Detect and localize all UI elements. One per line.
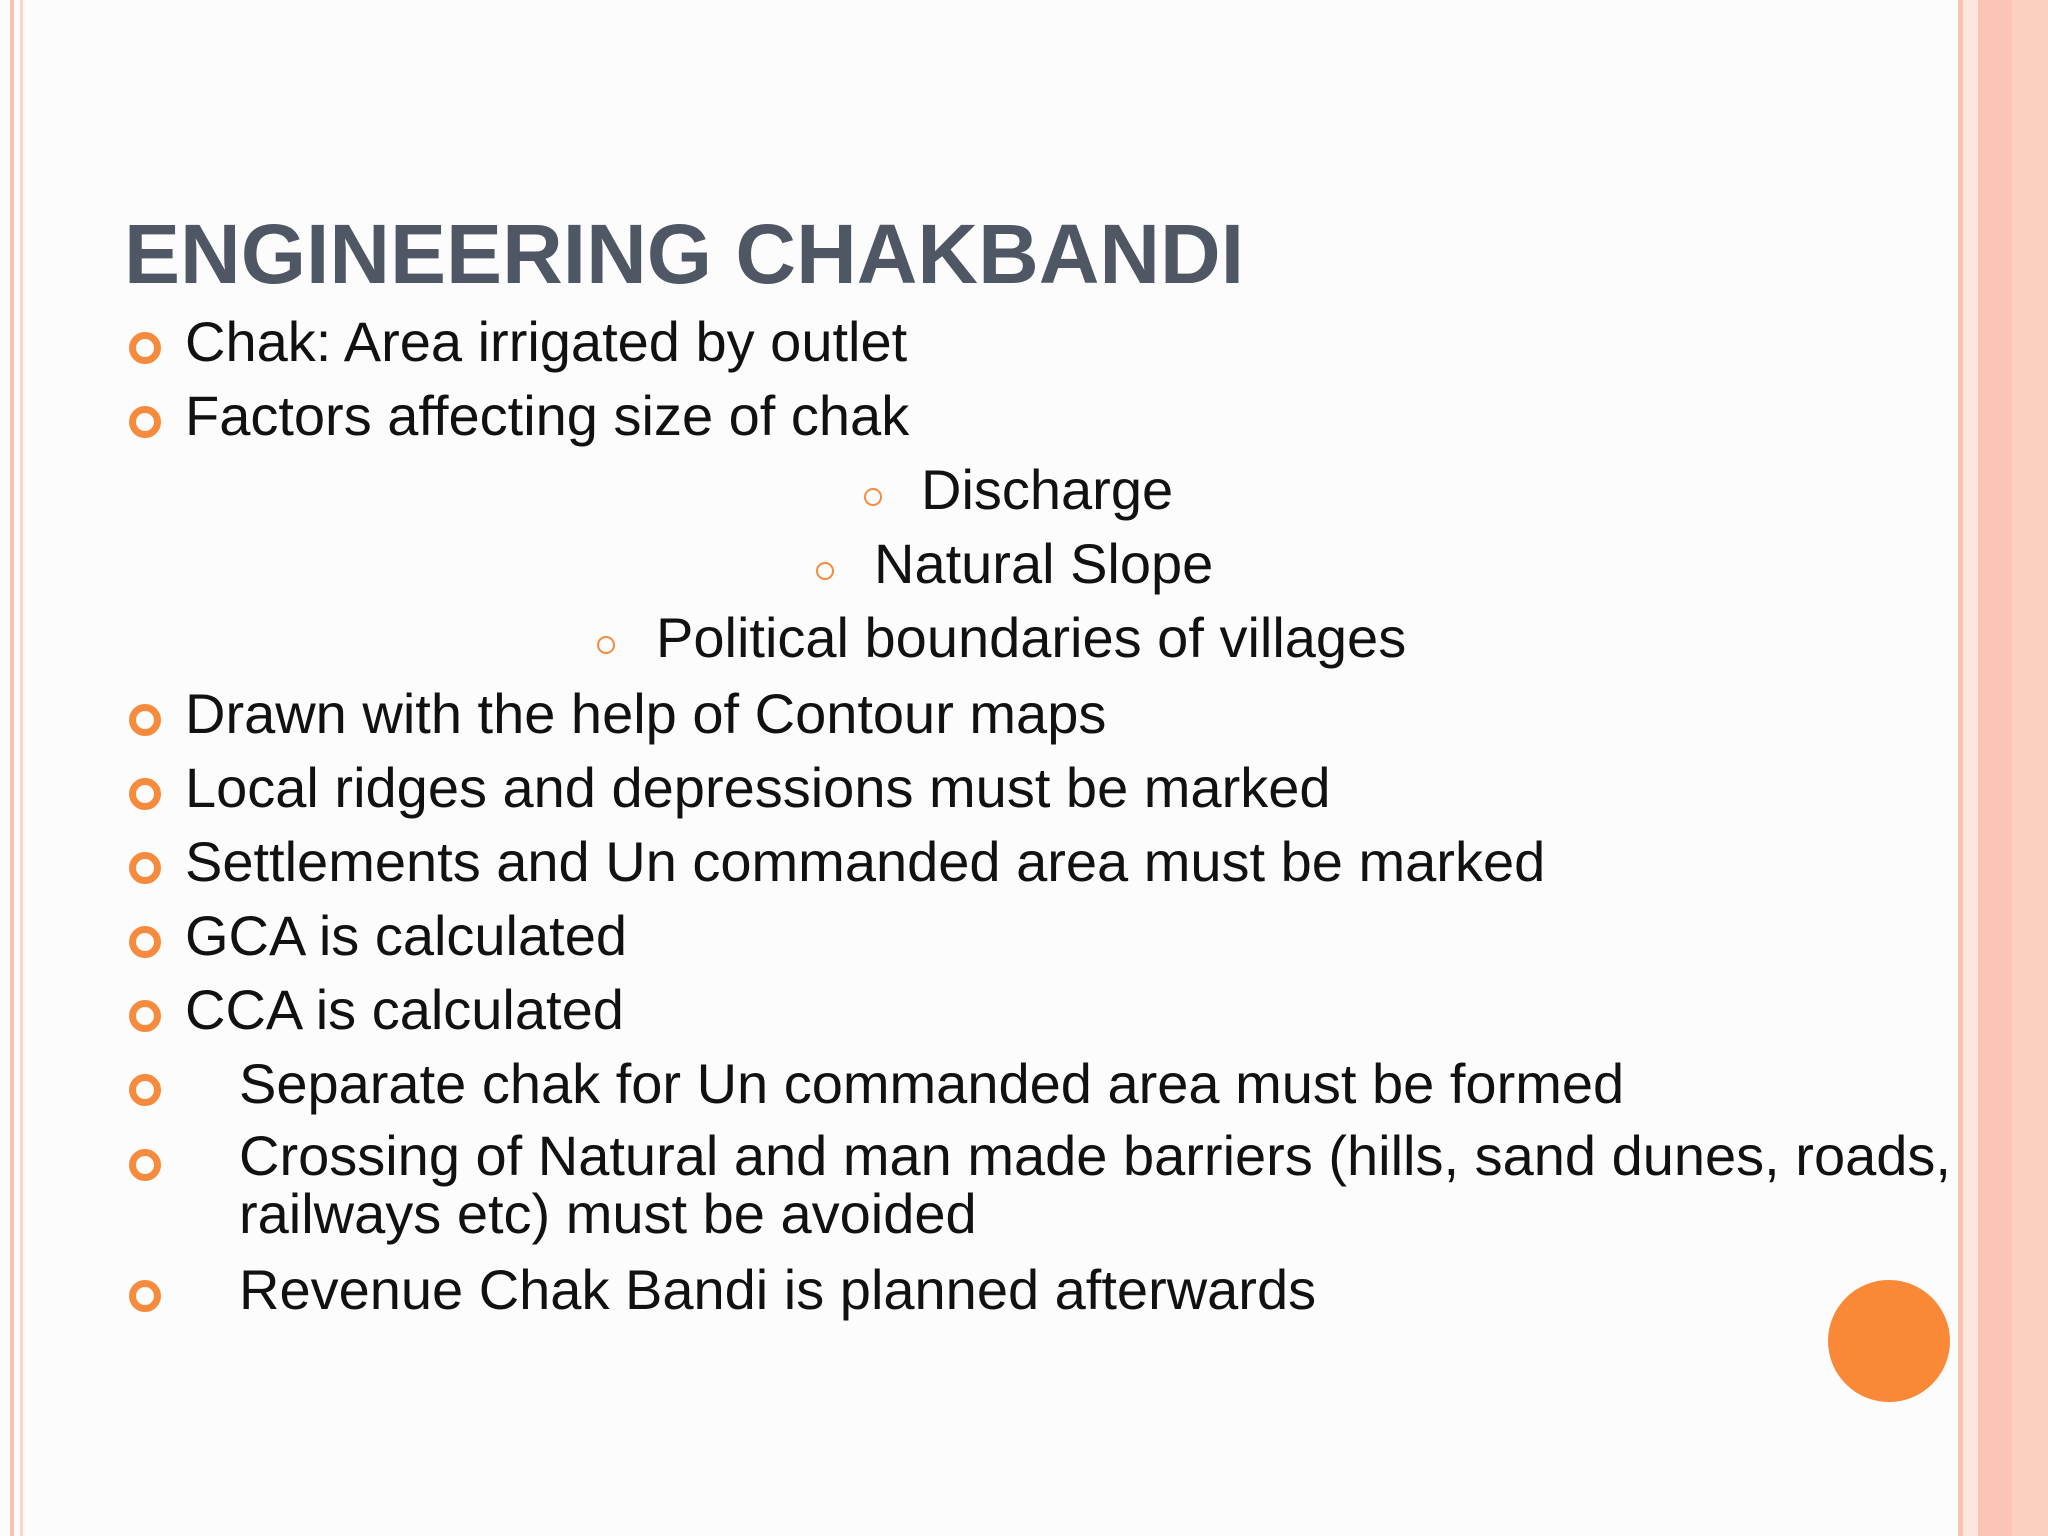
orange-circle <box>1828 1280 1950 1402</box>
slide-title: ENGINEERING CHAKBANDI <box>124 207 1245 301</box>
right-border-stripe-edge <box>2012 0 2048 1536</box>
bullet-text: GCA is calculated <box>185 904 627 967</box>
bullet-text: Separate chak for Un commanded area must be formed <box>239 1052 1625 1115</box>
list-item <box>0 310 1960 380</box>
ring-bullet-icon <box>129 778 161 810</box>
list-item <box>0 978 1960 1048</box>
ring-bullet-icon <box>129 332 161 364</box>
bullet-text: Crossing of Natural and man made barriers (hills, sand dunes, roads, railways etc) must be avoided <box>239 1124 1951 1245</box>
list-item <box>0 1052 1960 1122</box>
right-border-stripe-wide <box>1978 0 2012 1536</box>
sub-bullet-text: Discharge <box>921 458 1174 521</box>
sub-bullet-text: Natural Slope <box>874 532 1214 595</box>
list-item <box>0 1124 1960 1257</box>
list-item <box>0 904 1960 974</box>
list-item <box>0 384 1960 454</box>
ring-bullet-icon <box>129 1280 161 1312</box>
bullet-text: Settlements and Un commanded area must be marked <box>185 830 1546 893</box>
list-item <box>0 606 1960 676</box>
bullet-text: Local ridges and depressions must be marked <box>185 756 1331 819</box>
small-circle-bullet-icon <box>816 562 834 580</box>
bullet-text: CCA is calculated <box>185 978 624 1041</box>
list-item <box>0 830 1960 900</box>
ring-bullet-icon <box>129 852 161 884</box>
list-item <box>0 682 1960 752</box>
bullet-text: Revenue Chak Bandi is planned afterwards <box>239 1258 1317 1321</box>
bullet-text: Chak: Area irrigated by outlet <box>185 310 908 373</box>
small-circle-bullet-icon <box>597 636 615 654</box>
ring-bullet-icon <box>129 1149 161 1181</box>
right-border-stripe-light <box>1963 0 1978 1536</box>
list-item <box>0 1258 1960 1328</box>
list-item <box>0 756 1960 826</box>
bullet-text: Factors affecting size of chak <box>185 384 910 447</box>
ring-bullet-icon <box>129 926 161 958</box>
ring-bullet-icon <box>129 704 161 736</box>
list-item <box>0 458 1960 528</box>
ring-bullet-icon <box>129 1000 161 1032</box>
bullet-text: Drawn with the help of Contour maps <box>185 682 1107 745</box>
ring-bullet-icon <box>129 1074 161 1106</box>
ring-bullet-icon <box>129 406 161 438</box>
list-item <box>0 532 1960 602</box>
small-circle-bullet-icon <box>864 488 882 506</box>
sub-bullet-text: Political boundaries of villages <box>656 606 1407 669</box>
